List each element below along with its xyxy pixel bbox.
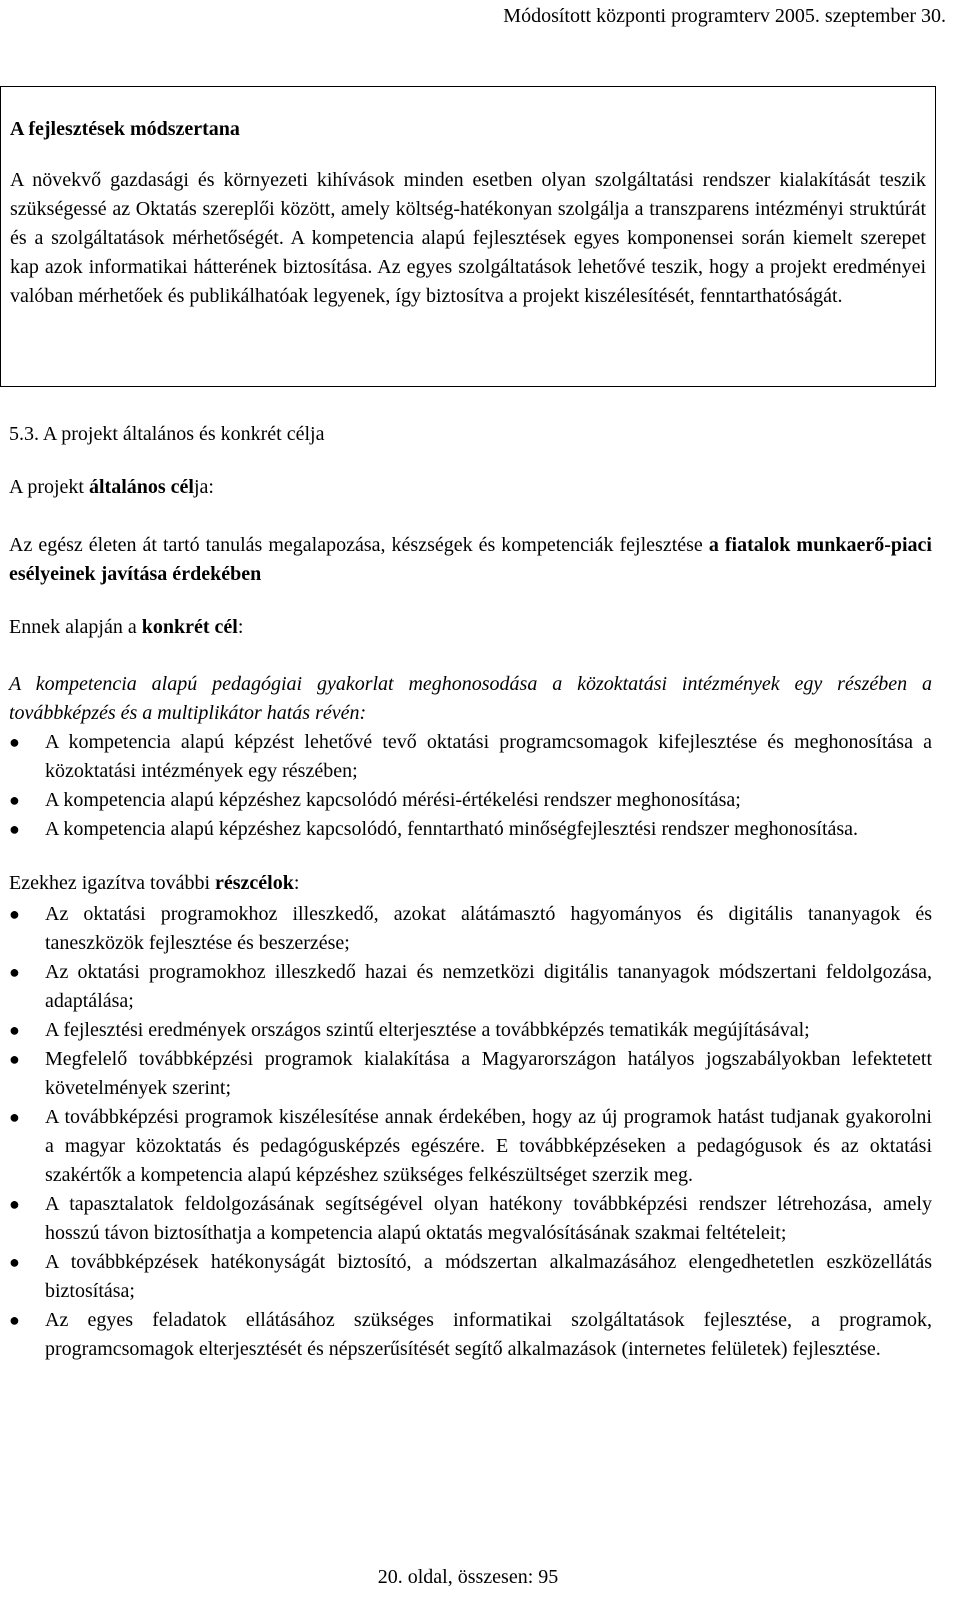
list-item bbox=[9, 1248, 932, 1306]
list-item bbox=[9, 786, 932, 815]
list-item-text: Megfelelő továbbképzési programok kialakítása a Magyarországon hatályos jogszabályokban lefektetett követelmények szerint; bbox=[45, 1048, 932, 1099]
subgoals-suffix: : bbox=[293, 872, 300, 894]
list-item-text: A tapasztalatok feldolgozásának segítségével olyan hatékony továbbképzési rendszer létrehozása, amely hosszú távon biztosíthatja a kompetencia alapú oktatás megvalósításának szakmai feltételeit; bbox=[45, 1193, 932, 1244]
general-goal-suffix: ja: bbox=[194, 476, 214, 498]
list-item bbox=[9, 1306, 932, 1364]
list-item bbox=[9, 1045, 932, 1103]
list-item-text: A kompetencia alapú képzéshez kapcsolódó mérési-értékelési rendszer meghonosítása; bbox=[45, 789, 741, 811]
concrete-goal-label bbox=[9, 613, 932, 642]
list-item-text: A kompetencia alapú képzéshez kapcsolódó, fenntartható minőségfejlesztési rendszer meghonosítása. bbox=[45, 818, 859, 840]
bullet-icon: ● bbox=[9, 1107, 20, 1127]
list-item-text: Az egyes feladatok ellátásához szükséges informatikai szolgáltatások fejlesztése, a programok, programcsomagok elterjesztését és népszerűsítését segítő alkalmazások (internetes felületek) fejlesztése. bbox=[45, 1309, 932, 1360]
section-heading: 5.3. A projekt általános és konkrét célja bbox=[9, 423, 325, 445]
list-item bbox=[9, 1016, 932, 1045]
concrete-goal-text bbox=[9, 670, 932, 728]
general-goal-bold: általános cél bbox=[89, 476, 194, 498]
bullet-icon: ● bbox=[9, 1020, 20, 1040]
main-content bbox=[9, 420, 932, 1364]
bullet-icon: ● bbox=[9, 962, 20, 982]
list-item bbox=[9, 958, 932, 1016]
goal-normal: Az egész életen át tartó tanulás megalapozása, készségek és kompetenciák fejlesztése bbox=[9, 534, 709, 556]
basis-prefix: Ennek alapján a bbox=[9, 616, 142, 638]
bullet-icon: ● bbox=[9, 819, 20, 839]
box-title: A fejlesztések módszertana bbox=[10, 118, 240, 140]
bullet-icon: ● bbox=[9, 790, 20, 810]
box-paragraph: A növekvő gazdasági és környezeti kihívások minden esetben olyan szolgáltatási rendszer kialakítását teszik szükségessé az Oktatás szereplői között, amely költség-hatékonyan szolgálja a transzparens intézményi struktúrát és a szolgáltatások mérhetőségét. A kompetencia alapú fejlesztések egyes komponensei során kiemelt szerepet kap azok informatikai hátterének biztosítása. Az egyes szolgáltatások lehetővé teszik, hogy a projekt eredményei valóban mérhetőek és publikálhatóak legyenek, így biztosítva a projekt kiszélesítését, fenntarthatóságát. bbox=[10, 169, 926, 307]
general-goal-text bbox=[9, 531, 932, 589]
bullet-icon: ● bbox=[9, 904, 20, 924]
list-item-text: A továbbképzési programok kiszélesítése annak érdekében, hogy az új programok hatást tudjanak gyakorolni a magyar közoktatás és pedagógusképzés egészére. E továbbképzéseken a pedagógusok és az oktatási szakértők a kompetencia alapú képzéshez szükséges felkészültséget szerzik meg. bbox=[45, 1106, 932, 1186]
methodology-box bbox=[0, 86, 936, 387]
list-item bbox=[9, 728, 932, 786]
list-item bbox=[9, 1103, 932, 1190]
goal-bold: a fiatalok munkaerő-piaci esélyeinek javítása érdekében bbox=[9, 534, 932, 585]
general-goal-prefix: A projekt bbox=[9, 476, 89, 498]
list-item-text: A fejlesztési eredmények országos szintű elterjesztése a továbbképzés tematikák megújításával; bbox=[45, 1019, 810, 1041]
concrete-goal-italic: A kompetencia alapú pedagógiai gyakorlat meghonosodása a közoktatási intézmények egy részében a továbbképzés és a multiplikátor hatás révén: bbox=[9, 673, 932, 724]
bullet-icon: ● bbox=[9, 1194, 20, 1214]
page-footer: 20. oldal, összesen: 95 bbox=[377, 1566, 559, 1588]
bullet-icon: ● bbox=[9, 1310, 20, 1330]
general-goal-label bbox=[9, 473, 932, 502]
list-item-text: A kompetencia alapú képzést lehetővé tevő oktatási programcsomagok kifejlesztése és meghonosítása a közoktatási intézmények egy részében; bbox=[45, 731, 932, 782]
bullet-icon: ● bbox=[9, 1252, 20, 1272]
list-item bbox=[9, 1190, 932, 1248]
list-item-text: A továbbképzések hatékonyságát biztosító, a módszertan alkalmazásához elengedhetetlen eszközellátás biztosítása; bbox=[45, 1251, 932, 1302]
list-item bbox=[9, 900, 932, 958]
concrete-goal-list bbox=[9, 728, 932, 844]
basis-suffix: : bbox=[237, 616, 244, 638]
subgoals-label bbox=[9, 869, 932, 898]
list-item bbox=[9, 815, 932, 844]
list-item-text: Az oktatási programokhoz illeszkedő, azokat alátámasztó hagyományos és digitális tananyagok és taneszközök fejlesztése és beszerzése; bbox=[45, 903, 932, 954]
subgoals-bold: részcélok bbox=[215, 872, 294, 894]
list-item-text: Az oktatási programokhoz illeszkedő hazai és nemzetközi digitális tananyagok módszertani feldolgozása, adaptálása; bbox=[45, 961, 932, 1012]
bullet-icon: ● bbox=[9, 732, 20, 752]
basis-bold: konkrét cél bbox=[141, 616, 238, 638]
bullet-icon: ● bbox=[9, 1049, 20, 1069]
page-header: Módosított központi programterv 2005. szeptember 30. bbox=[503, 5, 946, 27]
subgoals-list bbox=[9, 900, 932, 1364]
subgoals-prefix: Ezekhez igazítva további bbox=[9, 872, 216, 894]
